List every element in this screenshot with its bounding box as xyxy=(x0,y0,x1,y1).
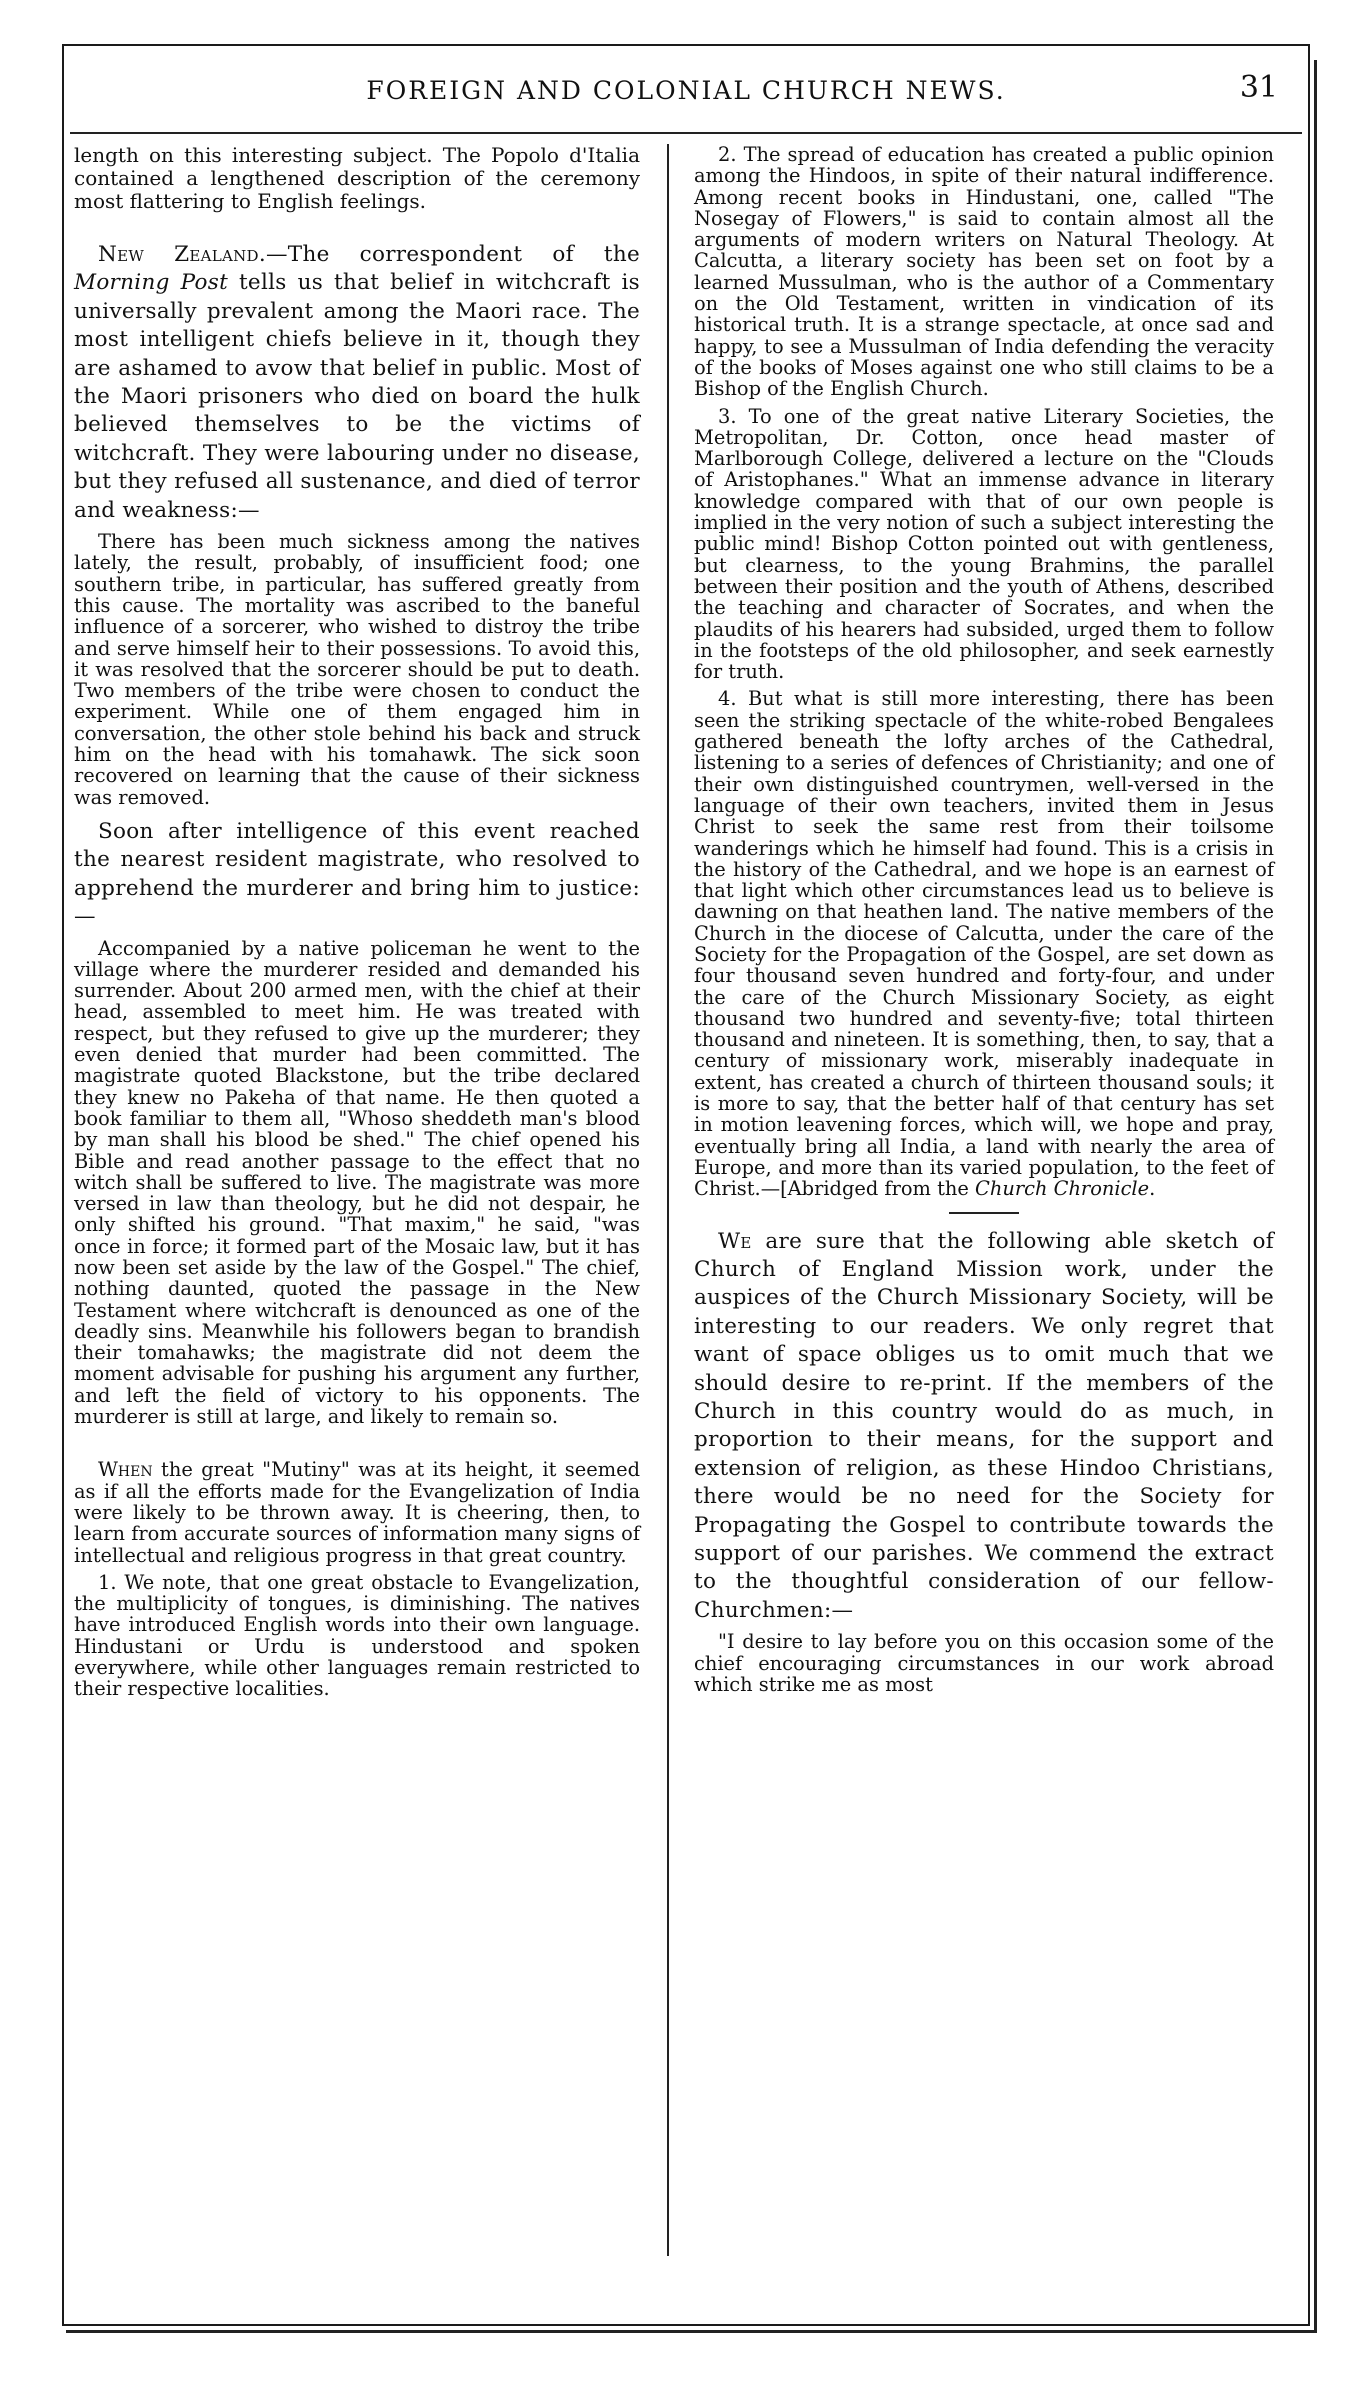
mutiny-paragraph xyxy=(74,1459,640,1565)
text-run: 4. But what is still more interesting, there has been seen the striking spectacle of the white-robed Bengalees gathered beneath the lofty arches of the Cathedral, listening to a series of defences of Christianity; and one of their own distinguished countrymen, well-versed in the language of their own teachers, invited them in Jesus Christ to seek the same rest from their toilsome wanderings which he himself had found. This is a crisis in the history of the Cathedral, and we hope is an earnest of that light which other circumstances lead us to believe is dawning on that heathen land. The native members of the Church in the diocese of Calcutta, under the care of the Society for the Propagation of the Gospel, are set down as four thousand seven hundred and forty-four, and under the care of the Church Missionary Society, as eight thousand two hundred and seventy-five; total thirteen thousand and nineteen. It is something, then, to say, that a century of missionary work, miserably inadequate in extent, has created a church of thirteen thousand souls; it is more to say, that the better half of that century has set in motion leavening forces, which will, we hope and pray, eventually bring all India, a land with nearly the area of Europe, and more than its varied population, to the feet of Christ.—[Abridged from the xyxy=(694,687,1274,1201)
text-run: the great "Mutiny" was at its height, it seemed as if all the efforts made for the Evangelization of India were likely to be thrown away. It is cheering, then, to learn from accurate sources of information many signs of intellectual and religious progress in that great country. xyxy=(74,1458,640,1567)
page-number: 31 xyxy=(1239,70,1278,105)
point-1-paragraph: 1. We note, that one great obstacle to Evangelization, the multiplicity of tongues, is diminishing. The natives have introduced English words into their own language. Hindustani or Urdu is understood and spoken everywhere, while other languages remain restricted to their respective localities. xyxy=(74,1570,640,1701)
witchcraft-quote: There has been much sickness among the natives lately, the result, probably, of insufficient food; one southern tribe, in particular, has suffered greatly from this cause. The mortality was ascribed to the baneful influence of a sorcerer, who wished to distroy the tribe and serve himself heir to their possessions. To avoid this, it was resolved that the sorcerer should be put to death. Two members of the tribe were chosen to conduct the experiment. While one of them engaged him in conversation, the other stole behind his back and struck him on the head with his tomahawk. The sick soon recovered on learning that the cause of their sickness was removed. xyxy=(74,530,640,809)
article-continuation: length on this interesting subject. The Popolo d'Italia contained a lengthened description of the ceremony most flattering to English feelings. xyxy=(74,143,640,213)
column-divider xyxy=(667,144,669,2256)
point-3-paragraph: 3. To one of the great native Literary Societies, the Metropolitan, Dr. Cotton, once head master of Marlborough College, delivered a lecture on the "Clouds of Aristophanes." What an immense advance in literary knowledge compared with that of our own people is implied in the very notion of such a subject interesting the public mind! Bishop Cotton pointed out with gentleness, but clearness, to the young Brahmins, the parallel between their position and the youth of Athens, described the teaching and character of Socrates, and when the plaudits of his hearers had subsided, urged them to follow in the footsteps of the old philosopher, and seek earnestly for truth. xyxy=(694,404,1274,684)
header-rule xyxy=(70,132,1302,134)
section-lead: When xyxy=(98,1458,153,1482)
running-title: FOREIGN AND COLONIAL CHURCH NEWS. xyxy=(366,76,1006,105)
page-frame xyxy=(62,44,1310,2326)
point-4-paragraph xyxy=(694,688,1274,1199)
text-run: . xyxy=(1149,1177,1156,1201)
new-zealand-paragraph xyxy=(74,241,640,525)
text-run: are sure that the following able sketch of Church of England Mission work, under the auspices of the Church Missionary Society, will be interesting to our readers. We only regret that want of space obliges us to omit much that we should desire to re-print. If the members of the Church in this country would do as much, in proportion to their means, for the support and extension of religion, as these Hindoo Christians, there would be no need for the Society for Propagating the Gospel to contribute towards the support of our parishes. We commend the extract to the thoughtful consideration of our fellow-Churchmen:— xyxy=(694,1228,1274,1623)
mission-quote: "I desire to lay before you on this occasion some of the chief encouraging circumstances in our work abroad which strike me as most xyxy=(694,1630,1274,1696)
newspaper-name: Morning Post xyxy=(74,270,229,296)
text-run: tells us that belief in witchcraft is universally prevalent among the Maori race. The most intelligent chiefs believe in it, though they are ashamed to avow that belief in public. Most of the Maori prisoners who died on board the hulk believed themselves to be the victims of witchcraft. They were labouring under no disease, but they refused all sustenance, and died of terror and weakness:— xyxy=(74,270,640,523)
section-lead: We xyxy=(718,1228,752,1254)
magistrate-quote: Accompanied by a native policeman he went to the village where the murderer resided and demanded his surrender. About 200 armed men, with the chief at their head, assembled to meet him. He was treated with respect, but they refused to give up the murderer; they even denied that murder had been committed. The magistrate quoted Blackstone, but the tribe declared they knew no Pakeha of that name. He then quoted a book familiar to them all, "Whoso sheddeth man's blood by man shall his blood be shed." The chief opened his Bible and read another passage to the effect that no witch shall be suffered to live. The magistrate was more versed in law than theology, but he did not despair, he only shifted his ground. "That maxim," he said, "was once in force; it formed part of the Mosaic law, but it has now been set aside by the law of the Gospel." The chief, nothing daunted, quoted the passage in the New Testament where witchcraft is denounced as one of the deadly sins. Meanwhile his followers began to brandish their tomahawks; the magistrate did not deem the moment advisable for pushing his argument any further, and left the field of victory to his opponents. The murderer is still at large, and likely to remain so. xyxy=(74,936,640,1429)
frame-shadow-bottom xyxy=(66,2330,1317,2333)
point-2-paragraph: 2. The spread of education has created a public opinion among the Hindoos, in spite of their natural indifference. Among recent books in Hindustani, one, called "The Nosegay of Flowers," is said to contain almost all the arguments of modern writers on Natural Theology. At Calcutta, a literary society has been set on foot by a learned Mussulman, who is the author of a Commentary on the Old Testament, written in vindication of its historical truth. It is a strange spectacle, at once sad and happy, to see a Mussulman of India defending the veracity of the books of Moses against one who still claims to be a Bishop of the English Church. xyxy=(694,143,1274,401)
left-column xyxy=(74,144,640,1706)
frame-shadow-right xyxy=(1314,60,1317,2330)
running-header xyxy=(64,46,1308,130)
gap xyxy=(74,1437,640,1459)
section-separator xyxy=(949,1212,1019,1214)
text-run: —The correspondent of the xyxy=(266,242,640,267)
gap xyxy=(74,219,640,241)
source-name: Church Chronicle xyxy=(975,1177,1150,1201)
mission-intro-paragraph xyxy=(694,1228,1274,1626)
right-column xyxy=(694,144,1274,1705)
magistrate-paragraph: Soon after intelligence of this event reached the nearest resident magistrate, who resolved to apprehend the murderer and bring him to justice:— xyxy=(74,818,640,930)
section-lead: New Zealand. xyxy=(98,242,266,267)
